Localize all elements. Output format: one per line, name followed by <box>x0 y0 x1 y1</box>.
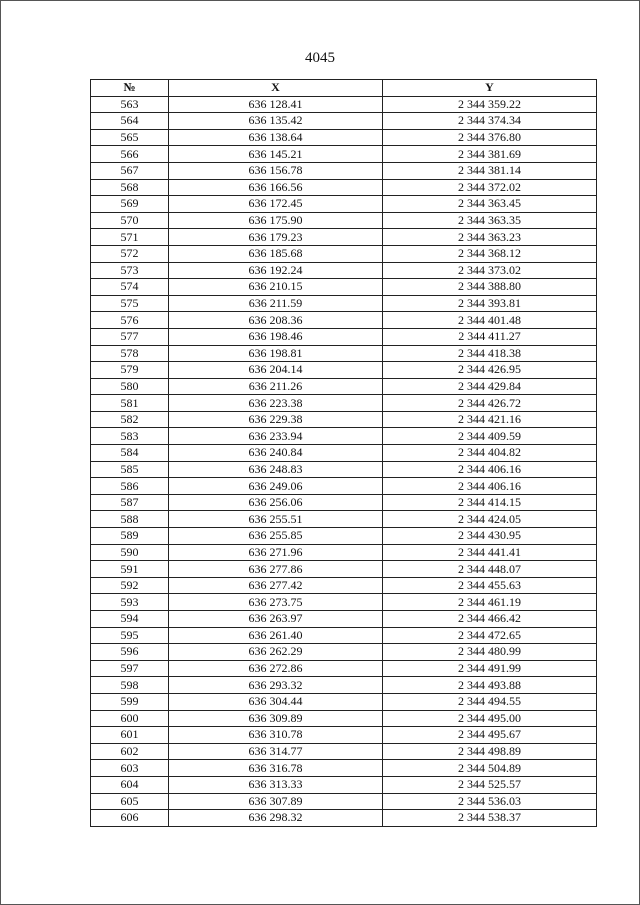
table-row <box>91 378 597 395</box>
table-row <box>91 710 597 727</box>
x-coordinate-cell: 636 208.36 <box>169 312 383 329</box>
x-coordinate-cell: 636 262.29 <box>169 644 383 661</box>
y-coordinate-cell: 2 344 363.23 <box>383 229 597 246</box>
table-row <box>91 511 597 528</box>
x-coordinate-cell: 636 309.89 <box>169 710 383 727</box>
table-row <box>91 245 597 262</box>
table-row <box>91 179 597 196</box>
point-number-cell: 569 <box>91 196 169 213</box>
x-coordinate-cell: 636 273.75 <box>169 594 383 611</box>
x-coordinate-cell: 636 314.77 <box>169 743 383 760</box>
y-coordinate-cell: 2 344 363.35 <box>383 212 597 229</box>
point-number-cell: 566 <box>91 146 169 163</box>
y-coordinate-cell: 2 344 393.81 <box>383 295 597 312</box>
point-number-cell: 567 <box>91 162 169 179</box>
table-row <box>91 494 597 511</box>
table-row <box>91 328 597 345</box>
point-number-cell: 601 <box>91 727 169 744</box>
point-number-cell: 591 <box>91 561 169 578</box>
y-coordinate-cell: 2 344 404.82 <box>383 445 597 462</box>
table-row <box>91 478 597 495</box>
table-row <box>91 760 597 777</box>
y-coordinate-cell: 2 344 421.16 <box>383 411 597 428</box>
x-coordinate-cell: 636 263.97 <box>169 611 383 628</box>
y-coordinate-cell: 2 344 411.27 <box>383 328 597 345</box>
point-number-cell: 582 <box>91 411 169 428</box>
x-coordinate-cell: 636 307.89 <box>169 793 383 810</box>
table-row <box>91 544 597 561</box>
x-coordinate-cell: 636 255.51 <box>169 511 383 528</box>
y-coordinate-cell: 2 344 426.72 <box>383 395 597 412</box>
x-coordinate-cell: 636 249.06 <box>169 478 383 495</box>
header-y: Y <box>383 80 597 97</box>
y-coordinate-cell: 2 344 372.02 <box>383 179 597 196</box>
x-coordinate-cell: 636 211.59 <box>169 295 383 312</box>
table-row <box>91 727 597 744</box>
header-row <box>91 80 597 97</box>
y-coordinate-cell: 2 344 461.19 <box>383 594 597 611</box>
point-number-cell: 592 <box>91 577 169 594</box>
page-number: 4045 <box>305 50 335 66</box>
table-row <box>91 162 597 179</box>
point-number-cell: 573 <box>91 262 169 279</box>
x-coordinate-cell: 636 172.45 <box>169 196 383 213</box>
x-coordinate-cell: 636 166.56 <box>169 179 383 196</box>
y-coordinate-cell: 2 344 374.34 <box>383 113 597 130</box>
y-coordinate-cell: 2 344 495.00 <box>383 710 597 727</box>
x-coordinate-cell: 636 240.84 <box>169 445 383 462</box>
point-number-cell: 574 <box>91 279 169 296</box>
x-coordinate-cell: 636 310.78 <box>169 727 383 744</box>
x-coordinate-cell: 636 138.64 <box>169 129 383 146</box>
x-coordinate-cell: 636 304.44 <box>169 693 383 710</box>
y-coordinate-cell: 2 344 381.14 <box>383 162 597 179</box>
table-row <box>91 810 597 827</box>
point-number-cell: 579 <box>91 362 169 379</box>
table-row <box>91 627 597 644</box>
table-row <box>91 229 597 246</box>
table-row <box>91 262 597 279</box>
y-coordinate-cell: 2 344 359.22 <box>383 96 597 113</box>
point-number-cell: 606 <box>91 810 169 827</box>
x-coordinate-cell: 636 223.38 <box>169 395 383 412</box>
x-coordinate-cell: 636 298.32 <box>169 810 383 827</box>
table-row <box>91 743 597 760</box>
table-row <box>91 611 597 628</box>
point-number-cell: 604 <box>91 776 169 793</box>
y-coordinate-cell: 2 344 381.69 <box>383 146 597 163</box>
x-coordinate-cell: 636 156.78 <box>169 162 383 179</box>
y-coordinate-cell: 2 344 430.95 <box>383 528 597 545</box>
y-coordinate-cell: 2 344 363.45 <box>383 196 597 213</box>
coordinates-table <box>90 79 597 827</box>
point-number-cell: 586 <box>91 478 169 495</box>
y-coordinate-cell: 2 344 525.57 <box>383 776 597 793</box>
point-number-cell: 576 <box>91 312 169 329</box>
table-row <box>91 461 597 478</box>
point-number-cell: 596 <box>91 644 169 661</box>
table-row <box>91 212 597 229</box>
point-number-cell: 605 <box>91 793 169 810</box>
table-row <box>91 660 597 677</box>
x-coordinate-cell: 636 277.42 <box>169 577 383 594</box>
x-coordinate-cell: 636 211.26 <box>169 378 383 395</box>
y-coordinate-cell: 2 344 480.99 <box>383 644 597 661</box>
y-coordinate-cell: 2 344 441.41 <box>383 544 597 561</box>
y-coordinate-cell: 2 344 414.15 <box>383 494 597 511</box>
y-coordinate-cell: 2 344 376.80 <box>383 129 597 146</box>
point-number-cell: 587 <box>91 494 169 511</box>
y-coordinate-cell: 2 344 409.59 <box>383 428 597 445</box>
x-coordinate-cell: 636 198.81 <box>169 345 383 362</box>
point-number-cell: 581 <box>91 395 169 412</box>
point-number-cell: 585 <box>91 461 169 478</box>
x-coordinate-cell: 636 179.23 <box>169 229 383 246</box>
y-coordinate-cell: 2 344 418.38 <box>383 345 597 362</box>
x-coordinate-cell: 636 128.41 <box>169 96 383 113</box>
x-coordinate-cell: 636 261.40 <box>169 627 383 644</box>
y-coordinate-cell: 2 344 536.03 <box>383 793 597 810</box>
table-row <box>91 129 597 146</box>
table-row <box>91 428 597 445</box>
table-row <box>91 528 597 545</box>
y-coordinate-cell: 2 344 538.37 <box>383 810 597 827</box>
table-row <box>91 644 597 661</box>
point-number-cell: 594 <box>91 611 169 628</box>
table-row <box>91 776 597 793</box>
point-number-cell: 593 <box>91 594 169 611</box>
x-coordinate-cell: 636 272.86 <box>169 660 383 677</box>
table-row <box>91 793 597 810</box>
table-row <box>91 411 597 428</box>
table-row <box>91 561 597 578</box>
point-number-cell: 577 <box>91 328 169 345</box>
table-row <box>91 345 597 362</box>
point-number-cell: 564 <box>91 113 169 130</box>
header-number: № <box>91 80 169 97</box>
table-row <box>91 312 597 329</box>
y-coordinate-cell: 2 344 498.89 <box>383 743 597 760</box>
table-body <box>91 96 597 826</box>
point-number-cell: 590 <box>91 544 169 561</box>
point-number-cell: 584 <box>91 445 169 462</box>
y-coordinate-cell: 2 344 406.16 <box>383 461 597 478</box>
point-number-cell: 600 <box>91 710 169 727</box>
point-number-cell: 578 <box>91 345 169 362</box>
x-coordinate-cell: 636 293.32 <box>169 677 383 694</box>
point-number-cell: 572 <box>91 245 169 262</box>
y-coordinate-cell: 2 344 426.95 <box>383 362 597 379</box>
x-coordinate-cell: 636 255.85 <box>169 528 383 545</box>
table-row <box>91 279 597 296</box>
y-coordinate-cell: 2 344 472.65 <box>383 627 597 644</box>
table-row <box>91 113 597 130</box>
table-row <box>91 146 597 163</box>
x-coordinate-cell: 636 313.33 <box>169 776 383 793</box>
point-number-cell: 589 <box>91 528 169 545</box>
point-number-cell: 575 <box>91 295 169 312</box>
x-coordinate-cell: 636 192.24 <box>169 262 383 279</box>
y-coordinate-cell: 2 344 448.07 <box>383 561 597 578</box>
point-number-cell: 602 <box>91 743 169 760</box>
y-coordinate-cell: 2 344 401.48 <box>383 312 597 329</box>
point-number-cell: 570 <box>91 212 169 229</box>
point-number-cell: 565 <box>91 129 169 146</box>
y-coordinate-cell: 2 344 466.42 <box>383 611 597 628</box>
point-number-cell: 603 <box>91 760 169 777</box>
x-coordinate-cell: 636 256.06 <box>169 494 383 511</box>
y-coordinate-cell: 2 344 493.88 <box>383 677 597 694</box>
y-coordinate-cell: 2 344 495.67 <box>383 727 597 744</box>
x-coordinate-cell: 636 210.15 <box>169 279 383 296</box>
x-coordinate-cell: 636 229.38 <box>169 411 383 428</box>
point-number-cell: 597 <box>91 660 169 677</box>
x-coordinate-cell: 636 233.94 <box>169 428 383 445</box>
y-coordinate-cell: 2 344 388.80 <box>383 279 597 296</box>
x-coordinate-cell: 636 135.42 <box>169 113 383 130</box>
y-coordinate-cell: 2 344 455.63 <box>383 577 597 594</box>
table-row <box>91 594 597 611</box>
y-coordinate-cell: 2 344 406.16 <box>383 478 597 495</box>
y-coordinate-cell: 2 344 429.84 <box>383 378 597 395</box>
point-number-cell: 595 <box>91 627 169 644</box>
x-coordinate-cell: 636 204.14 <box>169 362 383 379</box>
point-number-cell: 580 <box>91 378 169 395</box>
x-coordinate-cell: 636 198.46 <box>169 328 383 345</box>
table-row <box>91 445 597 462</box>
point-number-cell: 583 <box>91 428 169 445</box>
header-x: X <box>169 80 383 97</box>
table-row <box>91 362 597 379</box>
point-number-cell: 568 <box>91 179 169 196</box>
table-row <box>91 295 597 312</box>
y-coordinate-cell: 2 344 494.55 <box>383 693 597 710</box>
x-coordinate-cell: 636 271.96 <box>169 544 383 561</box>
point-number-cell: 599 <box>91 693 169 710</box>
table-row <box>91 196 597 213</box>
x-coordinate-cell: 636 185.68 <box>169 245 383 262</box>
point-number-cell: 563 <box>91 96 169 113</box>
table-row <box>91 96 597 113</box>
y-coordinate-cell: 2 344 504.89 <box>383 760 597 777</box>
y-coordinate-cell: 2 344 424.05 <box>383 511 597 528</box>
point-number-cell: 598 <box>91 677 169 694</box>
table-row <box>91 693 597 710</box>
point-number-cell: 571 <box>91 229 169 246</box>
y-coordinate-cell: 2 344 373.02 <box>383 262 597 279</box>
table-row <box>91 577 597 594</box>
y-coordinate-cell: 2 344 368.12 <box>383 245 597 262</box>
x-coordinate-cell: 636 145.21 <box>169 146 383 163</box>
table-header <box>91 80 597 97</box>
x-coordinate-cell: 636 316.78 <box>169 760 383 777</box>
x-coordinate-cell: 636 277.86 <box>169 561 383 578</box>
table-row <box>91 677 597 694</box>
y-coordinate-cell: 2 344 491.99 <box>383 660 597 677</box>
point-number-cell: 588 <box>91 511 169 528</box>
table-row <box>91 395 597 412</box>
x-coordinate-cell: 636 175.90 <box>169 212 383 229</box>
x-coordinate-cell: 636 248.83 <box>169 461 383 478</box>
